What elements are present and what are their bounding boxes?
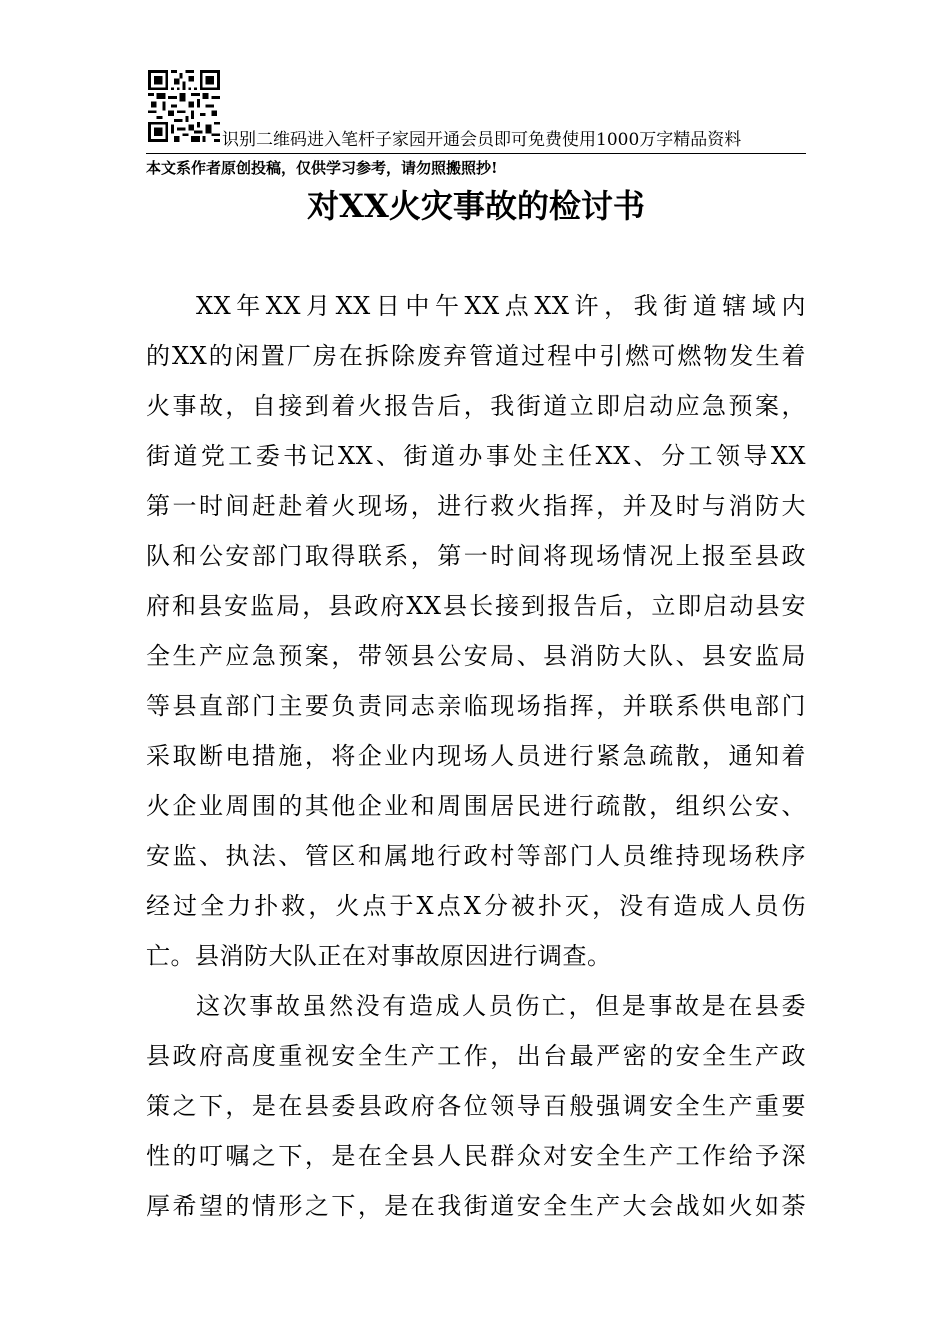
paragraph-line: 策之下，是在县委县政府各位领导百般强调安全生产重要: [146, 1092, 806, 1120]
document-body: [146, 281, 806, 1231]
paragraph-line: 街道党工委书记XX、街道办事处主任XX、分工领导XX: [146, 442, 806, 470]
header-divider: [146, 153, 806, 154]
paragraph-line: 亡。县消防大队正在对事故原因进行调查。: [146, 942, 612, 970]
copyright-notice: 本文系作者原创投稿，仅供学习参考，请勿照搬照抄!: [146, 159, 498, 177]
paragraph-line: 队和公安部门取得联系，第一时间将现场情况上报至县政: [146, 542, 806, 570]
paragraph-line: 经过全力扑救，火点于X点X分被扑灭，没有造成人员伤: [146, 892, 806, 920]
paragraph-line: 这次事故虽然没有造成人员伤亡，但是事故是在县委: [196, 992, 806, 1020]
paragraph-line: 安监、执法、管区和属地行政村等部门人员维持现场秩序: [146, 842, 806, 870]
paragraph-line: 府和县安监局，县政府XX县长接到报告后，立即启动县安: [146, 592, 806, 620]
paragraph-line: 的XX的闲置厂房在拆除废弃管道过程中引燃可燃物发生着: [146, 342, 806, 370]
paragraph-line: 县政府高度重视安全生产工作，出台最严密的安全生产政: [146, 1042, 806, 1070]
paragraph-line: 厚希望的情形之下，是在我街道安全生产大会战如火如荼: [146, 1192, 806, 1220]
paragraph-line: 全生产应急预案，带领县公安局、县消防大队、县安监局: [146, 642, 806, 670]
paragraph-line: 采取断电措施，将企业内现场人员进行紧急疏散，通知着: [146, 742, 806, 770]
paragraph-line: XX年XX月XX日中午XX点XX许，我街道辖域内: [196, 292, 806, 320]
paragraph-line: 火企业周围的其他企业和周围居民进行疏散，组织公安、: [146, 792, 806, 820]
paragraph-line: 性的叮嘱之下，是在全县人民群众对安全生产工作给予深: [146, 1142, 806, 1170]
paragraph-line: 第一时间赶赴着火现场，进行救火指挥，并及时与消防大: [146, 492, 806, 520]
header-banner: 识别二维码进入笔杆子家园开通会员即可免费使用1000万字精品资料: [222, 130, 742, 150]
paragraph-line: 火事故，自接到着火报告后，我街道立即启动应急预案，: [146, 392, 806, 420]
qr-code-icon: [148, 70, 220, 142]
paragraph-line: 等县直部门主要负责同志亲临现场指挥，并联系供电部门: [146, 692, 806, 720]
document-title: 对XX火灾事故的检讨书: [307, 187, 645, 225]
